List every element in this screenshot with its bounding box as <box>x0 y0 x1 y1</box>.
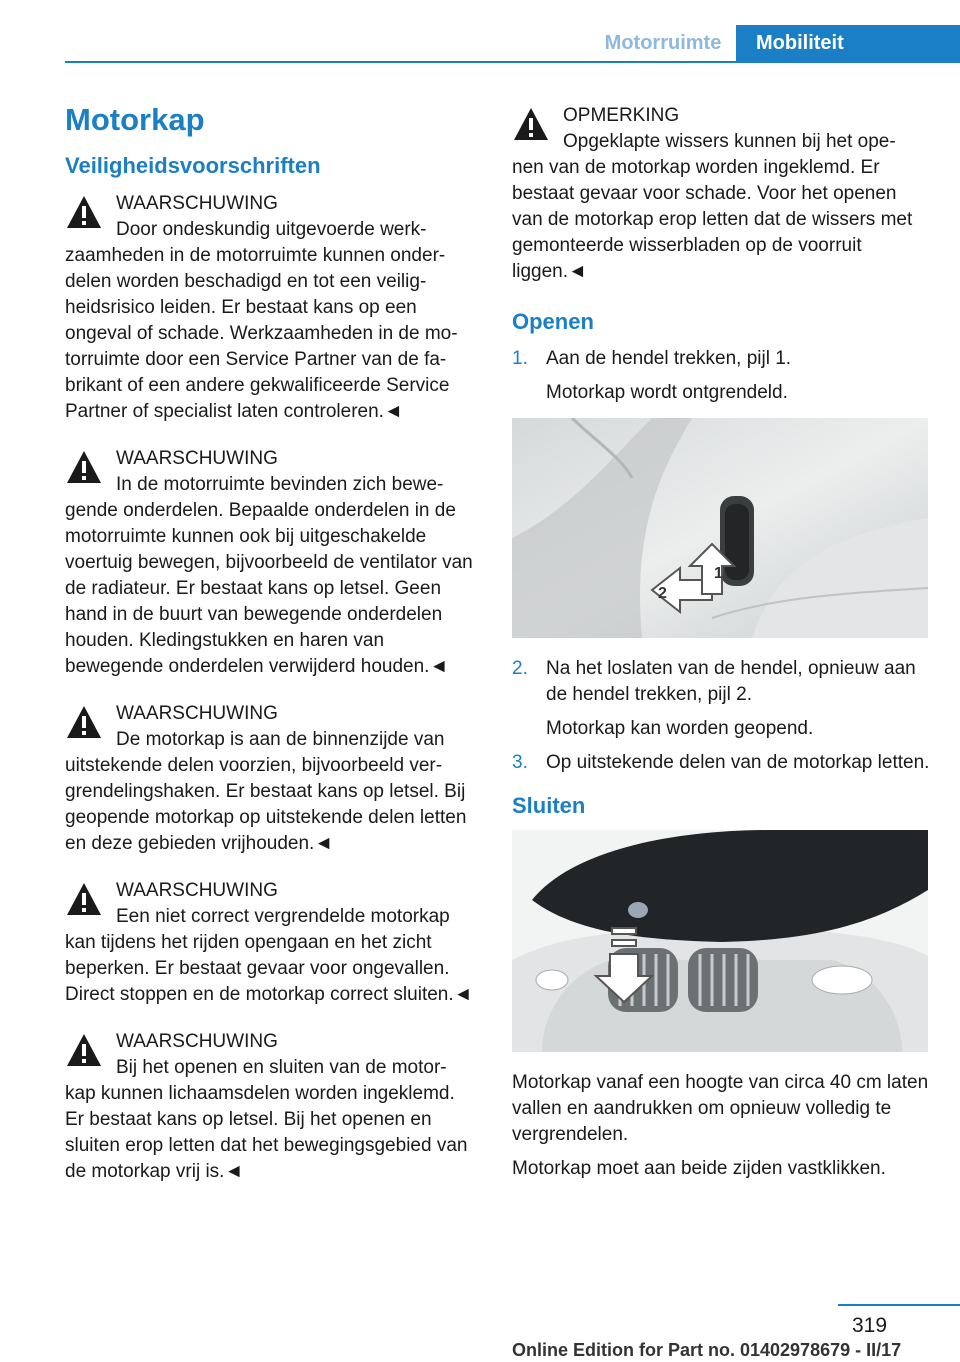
edition-footer: Online Edition for Part no. 01402978679 - II/17 <box>512 1340 902 1360</box>
header-rule <box>65 61 960 63</box>
left-column <box>65 95 475 1206</box>
warning-triangle-icon <box>65 448 103 486</box>
step-text: Aan de hendel trekken, pijl 1. <box>546 348 792 369</box>
warning-block <box>65 191 475 425</box>
step-number: 1. <box>512 348 528 369</box>
warning-first-line: De motorkap is aan de binnenzijde van <box>116 729 445 750</box>
warning-block <box>65 1029 475 1185</box>
hood-closing-image <box>512 830 928 1052</box>
warning-first-line: Door ondeskundig uitgevoerde werk- <box>116 219 427 240</box>
warning-text: gende onderdelen. Bepaalde onderdelen in de motorruimte kunnen ook bij uitgeschakelde voertuig bewegen, bijvoorbeeld de ventilator van de radiateur. Er bestaat kans op letsel. Geen hand in de buurt van bewegende onderdelen houden. Kledingstukken en haren van bewegende onderdelen verwijderd houden.◄ <box>65 500 473 677</box>
section-heading-safety: Veiligheidsvoorschriften <box>65 153 321 178</box>
warning-triangle-icon <box>65 1031 103 1069</box>
closing-note: Motorkap moet aan beide zijden vastklikken. <box>512 1158 886 1179</box>
note-block <box>512 103 930 285</box>
step-number: 3. <box>512 752 528 773</box>
step-result: Motorkap wordt ontgrendeld. <box>546 382 788 403</box>
arrow-label-1: 1 <box>714 565 723 582</box>
note-first-line: Opgeklapte wissers kunnen bij het ope- <box>563 131 896 152</box>
arrow-label-2: 2 <box>658 585 667 602</box>
step-item <box>512 346 930 372</box>
step-item <box>512 656 930 708</box>
footer-rule <box>838 1304 960 1306</box>
warning-triangle-icon <box>512 105 550 143</box>
closing-instruction: Motorkap vanaf een hoogte van circa 40 cm laten vallen en aandrukken om opnieuw volledig te vergrendelen. <box>512 1072 929 1145</box>
warning-label: WAARSCHUWING <box>116 1031 278 1052</box>
note-text: nen van de motorkap worden ingeklemd. Er bestaat gevaar voor schade. Voor het openen van de motorkap erop letten dat de wissers met gemonteerde wisserbladen op de voorruit liggen.◄ <box>512 157 913 282</box>
step-text: Na het loslaten van de hendel, opnieuw aan de hendel trekken, pijl 2. <box>546 658 916 705</box>
right-column <box>512 103 930 1190</box>
section-heading-sluiten: Sluiten <box>512 793 586 818</box>
warning-first-line: In de motorruimte bevinden zich bewe- <box>116 474 444 495</box>
page-number: 319 <box>852 1314 888 1337</box>
warning-label: WAARSCHUWING <box>116 880 278 901</box>
warning-label: WAARSCHUWING <box>116 448 278 469</box>
warning-text: zaamheden in de motorruimte kunnen onderdelen worden beschadigd en tot een veiligheidsrisico leiden. Er bestaat kans op een ongeval of schade. Werkzaamheden in de motorruimte door een Service Partner van de fabrikant of een andere gekwalificeerde Service Partner of specialist laten controleren.◄ <box>65 245 458 422</box>
warning-triangle-icon <box>65 703 103 741</box>
hood-release-lever-image <box>512 418 928 638</box>
warning-triangle-icon <box>65 880 103 918</box>
note-label: OPMERKING <box>563 105 680 126</box>
section-heading-openen: Openen <box>512 309 594 334</box>
warning-block <box>65 446 475 680</box>
step-text: Op uitstekende delen van de motorkap letten. <box>546 752 930 773</box>
warning-label: WAARSCHUWING <box>116 193 278 214</box>
warning-first-line: Een niet correct vergrendelde motorkap <box>116 906 450 927</box>
step-number: 2. <box>512 658 528 679</box>
warning-text: uitstekende delen voorzien, bijvoorbeeld vergrendelingshaken. Er bestaat kans op letsel. Bij geopende motorkap op uitstekende delen letten en deze gebieden vrijhouden.◄ <box>65 755 467 854</box>
header-tab-mobiliteit[interactable]: Mobiliteit <box>736 25 960 61</box>
warning-triangle-icon <box>65 193 103 231</box>
warning-text: kan tijdens het rijden opengaan en het zicht beperken. Er bestaat gevaar voor ongevallen. Direct stoppen en de motorkap correct sluiten.◄ <box>65 932 473 1005</box>
header-tab-motorruimte[interactable]: Motorruimte <box>604 32 722 54</box>
step-item <box>512 750 930 776</box>
warning-first-line: Bij het openen en sluiten van de motor- <box>116 1057 447 1078</box>
step-result: Motorkap kan worden geopend. <box>546 718 814 739</box>
warning-label: WAARSCHUWING <box>116 703 278 724</box>
warning-block <box>65 701 475 857</box>
warning-block <box>65 878 475 1008</box>
warning-text: kap kunnen lichaamsdelen worden ingeklemd. Er bestaat kans op letsel. Bij het openen en sluiten erop letten dat het bewegingsgebied van de motorkap vrij is.◄ <box>65 1083 468 1182</box>
page-title: Motorkap <box>65 102 205 137</box>
